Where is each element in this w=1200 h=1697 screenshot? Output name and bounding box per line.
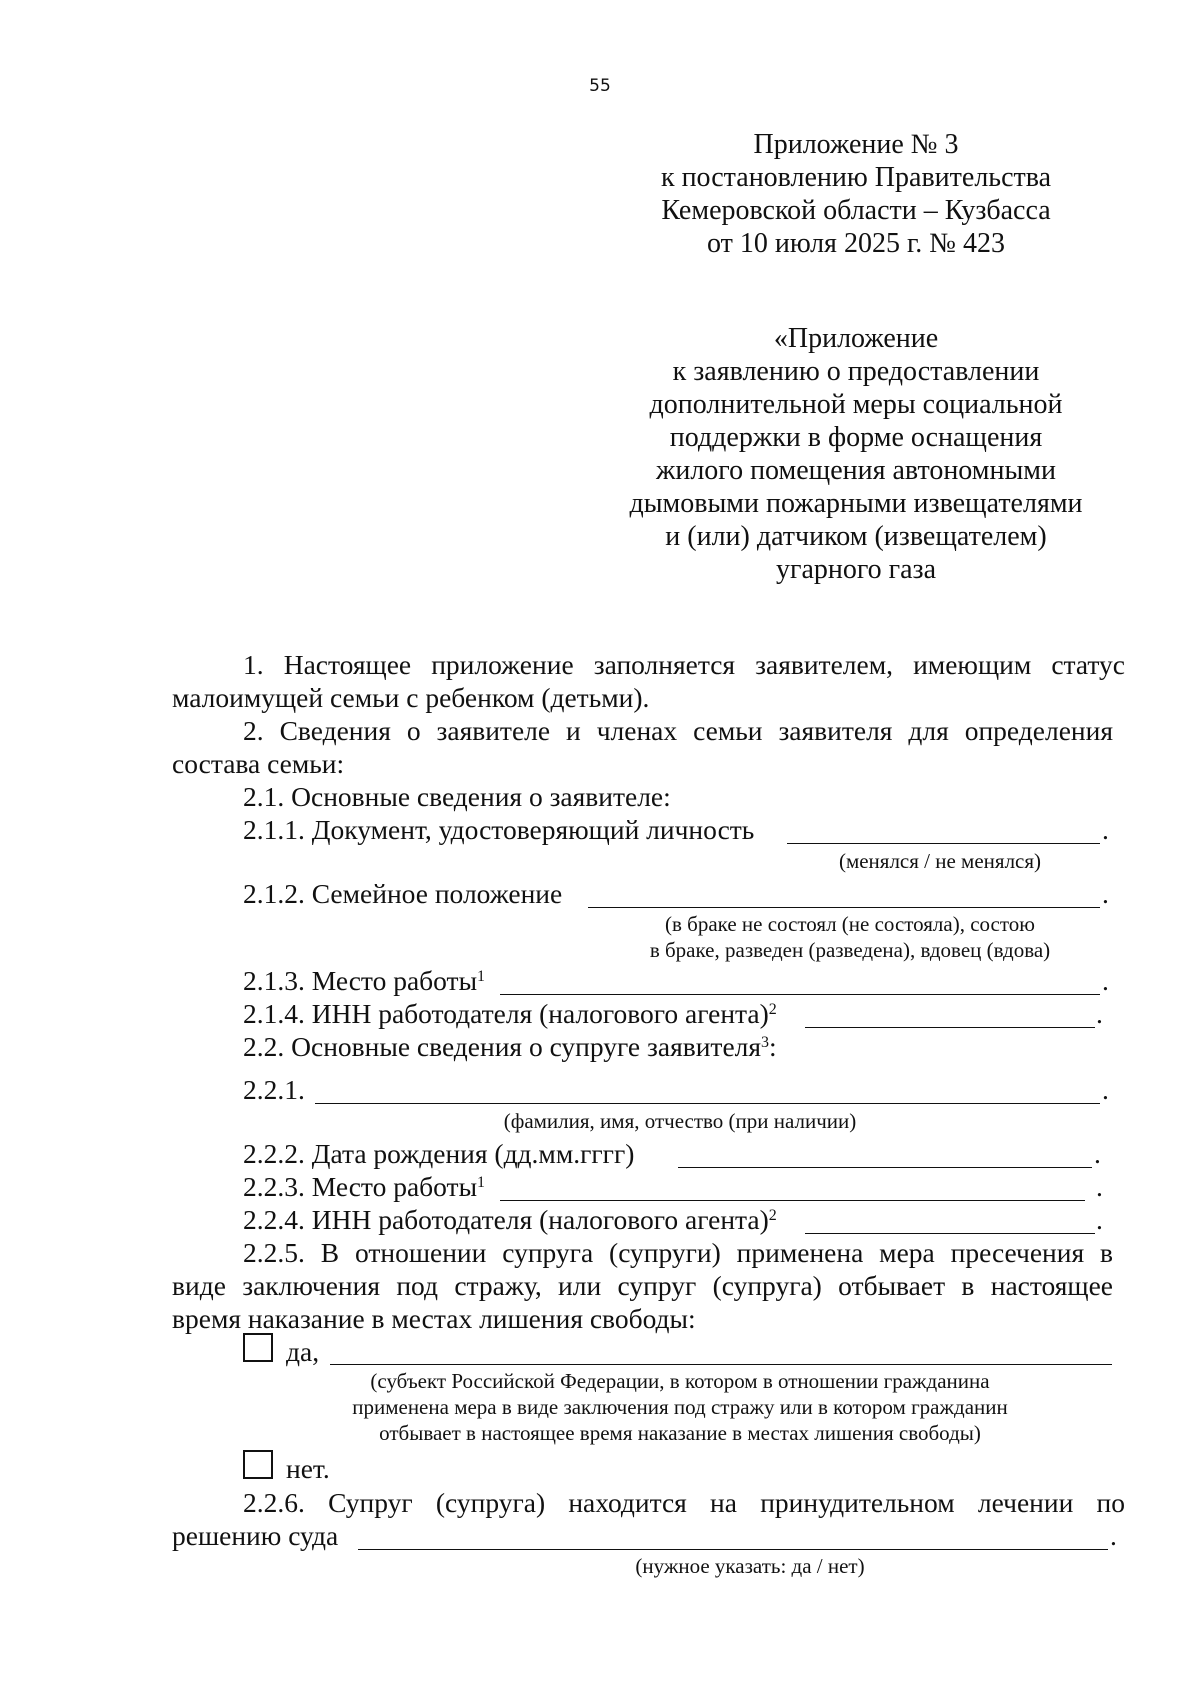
item-1-line-1: 1. Настоящее приложение заполняется заявителем, имеющим статус [243,649,1125,680]
item-2-2-text: 2.2. Основные сведения о супруге заявителя [243,1031,762,1062]
annex-header-line: Кемеровской области – Кузбасса [661,195,1051,226]
item-2-2-end: : [769,1031,777,1062]
item-2-1-1-hint: (менялся / не менялся) [838,849,1042,873]
page-number: 55 [589,76,611,96]
attachment-header-line: угарного газа [775,554,937,585]
attachment-header-line: дополнительной меры социальной [649,389,1063,420]
marital-status-field[interactable] [588,907,1100,908]
item-2-2-1-hint: (фамилия, имя, отчество (при наличии) [503,1109,857,1133]
annex-header-line: Приложение № 3 [753,129,959,160]
item-2-1-4-text: 2.1.4. ИНН работодателя (налогового агента) [243,998,769,1029]
item-2-1-2-end: . [1102,878,1109,909]
spouse-workplace-field[interactable] [500,1200,1085,1201]
attachment-header-line: жилого помещения автономными [655,455,1056,486]
item-2-2-6-line-2: решению суда [172,1520,339,1551]
item-2-1-4-end: . [1096,998,1103,1029]
compulsory-treatment-field[interactable] [358,1549,1108,1550]
attachment-header-line: к заявлению о предоставлении [672,356,1040,387]
item-2-1-2-hint-1: (в браке не состоял (не состояла), состою [665,912,1035,936]
footnote-ref: 2 [768,1207,777,1224]
spouse-full-name-field[interactable] [315,1103,1100,1104]
item-2-1-3-end: . [1102,965,1109,996]
yes-checkbox[interactable] [243,1333,273,1362]
item-1-line-2: малоимущей семьи с ребенком (детьми). [172,682,650,713]
footnote-ref: 3 [761,1034,770,1051]
spouse-birth-date-field[interactable] [678,1167,1092,1168]
item-2-2-6-end: . [1110,1520,1117,1551]
annex-header-line: от 10 июля 2025 г. № 423 [707,228,1005,259]
attachment-header-line: поддержки в форме оснащения [669,422,1043,453]
item-2-1-1-end: . [1102,814,1109,845]
yes-label: да, [286,1336,320,1367]
item-2-2-3-end: . [1096,1171,1103,1202]
spouse-employer-inn-field[interactable] [805,1233,1095,1234]
item-2-2-2-label: 2.2.2. Дата рождения (дд.мм.гггг) [243,1138,635,1169]
yes-hint-2: применена мера в виде заключения под стражу или в котором гражданин [352,1395,1008,1419]
attachment-header-line: «Приложение [773,323,939,354]
attachment-header-line: и (или) датчиком (извещателем) [665,521,1047,552]
workplace-field[interactable] [500,994,1100,995]
item-2-2-5-line-3: время наказание в местах лишения свободы: [172,1303,696,1334]
no-checkbox[interactable] [243,1450,273,1479]
item-2-1: 2.1. Основные сведения о заявителе: [243,781,671,812]
footnote-ref: 1 [477,968,486,985]
item-2-2-2-end: . [1094,1138,1101,1169]
item-2-1-4-label [243,997,777,1030]
item-2-2-5-line-1: 2.2.5. В отношении супруга (супруги) применена мера пресечения в [243,1237,1113,1268]
item-2-2-4-text: 2.2.4. ИНН работодателя (налогового агента) [243,1204,769,1235]
yes-hint-3: отбывает в настоящее время наказание в местах лишения свободы) [379,1421,981,1445]
item-2-1-2-label: 2.1.2. Семейное положение [243,878,563,909]
item-2-1-1-label: 2.1.1. Документ, удостоверяющий личность [243,814,755,845]
item-2-1-3-text: 2.1.3. Место работы [243,965,478,996]
item-2-2-5-line-2: виде заключения под стражу, или супруг (супруга) отбывает в настоящее [172,1270,1113,1301]
item-2-1-2-hint-2: в браке, разведен (разведена), вдовец (вдова) [649,938,1051,962]
annex-header-line: к постановлению Правительства [660,162,1052,193]
footnote-ref: 2 [768,1001,777,1018]
item-2-2-3-label [243,1170,485,1203]
identity-document-field[interactable] [787,843,1100,844]
item-2-2-4-label [243,1203,777,1236]
footnote-ref: 1 [477,1174,486,1191]
no-label: нет. [286,1453,330,1484]
item-2-1-3-label [243,964,485,997]
yes-hint-1: (субъект Российской Федерации, в котором в отношении гражданина [370,1369,990,1393]
attachment-header-line: дымовыми пожарными извещателями [629,488,1083,519]
item-2-2-6-hint: (нужное указать: да / нет) [635,1554,865,1578]
item-2-line-1: 2. Сведения о заявителе и членах семьи заявителя для определения [243,715,1113,746]
detention-region-field[interactable] [330,1364,1112,1365]
item-2-2-4-end: . [1096,1204,1103,1235]
item-2-2-label [243,1030,777,1063]
item-2-2-6-line-1: 2.2.6. Супруг (супруга) находится на принудительном лечении по [243,1487,1125,1518]
item-2-2-1-end: . [1102,1074,1109,1105]
employer-inn-field[interactable] [805,1027,1095,1028]
item-2-line-2: состава семьи: [172,748,345,779]
item-2-2-1-label: 2.2.1. [243,1074,305,1105]
item-2-2-3-text: 2.2.3. Место работы [243,1171,478,1202]
